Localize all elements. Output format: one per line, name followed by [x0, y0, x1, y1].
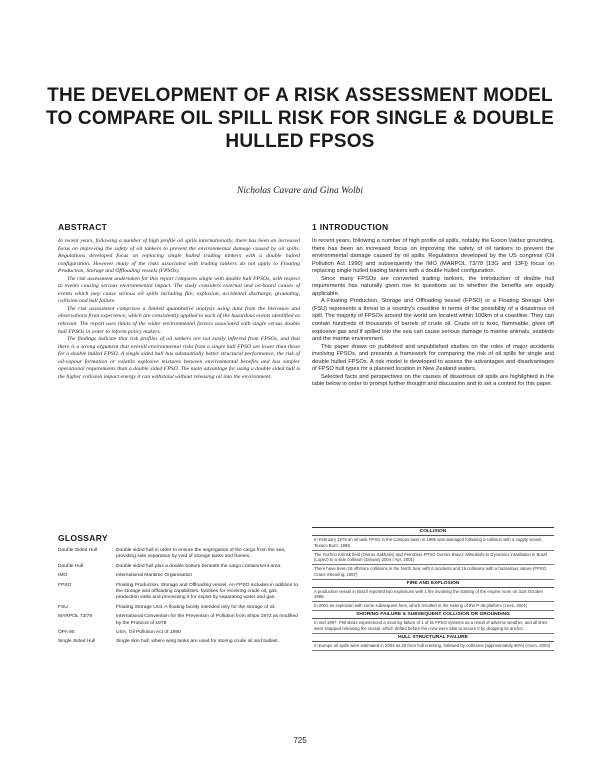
abstract-paragraph: In recent years, following a number of high profile oil spills internationally, there has been an increased focus on improving the safety of oil tankers to prevent the environmental damage caused by oil spills. Regulations developed focus on replacing single hulled trading tankers with a double hulled configuration. However many of the risks associated with trading tankers do not apply to Floating Production, Storage and Offloading vessels (FPSOs). [58, 238, 300, 275]
glossary-item [58, 564, 300, 570]
glossary-item [58, 573, 300, 579]
glossary-definition: USA, Oil Pollution Act of 1990 [116, 630, 181, 636]
incident-table [312, 527, 554, 651]
glossary-term: MARPOL 73/78 [58, 614, 93, 620]
introduction-paragraph: Selected facts and perspectives on the causes of disastrous oil spills are highlighted in the table below in order to prompt further thought and discussion and to set a context for this paper. [312, 373, 554, 388]
glossary-term: IMO [58, 573, 68, 579]
glossary-definition: Floating Production, Storage and Offloading vessel. An FPSO includes in addition to the storage and offloading capabilities, facilities for receiving crude oil, gas, production wells and processing it for export by separating water and gas. [116, 582, 298, 601]
abstract-paragraph: The findings indicate that risk profiles of oil tankers are not easily inferred from FPSOs, and that there is a strong argument that overall environmental risks from a single hull FPSO are lower than those for a double hulled FPSO. A single sided hull has substantially better structural performance, the risk of oil-vapour formation or volatile explosive mixtures between environmental benefits and has simpler operational requirements than a double sided FPSO. The main advantage for using a double sided hull is the higher collision impact energy it can withstand without releasing oil into the environment. [58, 336, 300, 380]
introduction-paragraph: Since many FPSOs are converted trading tankers, the introduction of double hull requirements has naturally given rise to questions as to whether the benefits are equally applicable. [312, 275, 554, 297]
glossary-item [58, 639, 300, 645]
paper-title [40, 84, 560, 153]
introduction-section [312, 222, 554, 389]
authors: Nicholas Cavare and Gina Wolbi [237, 186, 363, 196]
table-section-header: HULL STRUCTURAL FAILURE [312, 634, 554, 642]
abstract-paragraph: The risk assessment comprises a limited quantitative analysis using data from the literature and observations from experience, which are consistently applied to each of the hazardous events identified as relevant. The report uses limits of the wider environmental factors associated with single versus double hull FPSOs in order to inform policy makers. [58, 305, 300, 335]
title-line: HULLED FPSOS [225, 131, 375, 152]
table-section-header: SHORING FAILURE & SUBSEQUENT COLLISION OR GROUNDING [312, 611, 554, 619]
glossary-term: FSU [58, 604, 68, 610]
page-number: 725 [293, 736, 307, 745]
table-row: A production vessel in Brazil reported two explosions with 1 fire involving the starting of the engine room on 31st October 1998. [312, 588, 554, 603]
glossary-term: Single Sided Hull [58, 639, 96, 645]
glossary-item [58, 605, 300, 611]
glossary-term: FPSO [58, 582, 72, 588]
table-row: In Europe oil spills were estimated in 2003 as 20 from hull cracking, followed by collisions (approximately 80%) (Anon, 2004) [312, 642, 554, 651]
title-line: THE DEVELOPMENT OF A RISK ASSESSMENT MODEL [47, 85, 553, 106]
glossary-item [58, 548, 300, 561]
glossary-term: OPA 90 [58, 630, 75, 636]
glossary-list [58, 548, 300, 649]
introduction-paragraph: This paper draws on published and unpublished studies on the roles of major accidents involving FPSOs, and presents a framework for comparing the risk of oil spills for single and double hulled FPSOs. A risk model is developed to assess the advantages and disadvantages of FPSO hull types for a planned location in New Zealand waters. [312, 343, 554, 373]
glossary-term: Double Hull [58, 563, 84, 569]
glossary-definition: Single skin hull, where wing tanks are used for storing crude oil and ballast. [116, 639, 279, 645]
title-line: TO COMPARE OIL SPILL RISK FOR SINGLE & DOUBLE [46, 108, 554, 129]
glossary-item [58, 614, 300, 627]
table-row: In 2001 an explosion with some subsequent fires, which resulted in the sinking of the P-36 platform (Lees, 2001) [312, 602, 554, 611]
abstract-paragraph: The risk assessment undertaken for this report compares single with double hull FPSOs, with respect to events causing serious environmental impact. The study considers external and on-board causes of events which may cause serious oil spills including fire, explosion, accidental discharge, grounding, collision and hull failure. [58, 275, 300, 305]
table-section-header: COLLISION [312, 528, 554, 536]
abstract-heading: ABSTRACT [58, 222, 108, 232]
glossary-definition: Double sided hull in order to ensure the segregation of the cargo from the sea, providing side separation by void of storage tanks and frames. [116, 548, 286, 560]
glossary-definition: International Convention for the Prevention of Pollution from Ships 1973 as modified by the Protocol of 1978 [116, 614, 298, 626]
table-row: In February 1979 an oil tank FPSO in the Campos basin in 1985 was damaged following a collision with a supply vessel, Texaco Burn, 1996. [312, 536, 554, 551]
introduction-heading: 1 INTRODUCTION [312, 222, 389, 232]
table-section-header: FIRE AND EXPLOSION [312, 580, 554, 588]
table-row: The Yuzhno Kirinsk field (Ostrov Sakhalin) and Petrobras FPSO Gomes Bravo: Mitsubishi to Dynamics installation in Brazil (Lopez) to a side collision (January 2004 / Apr. 2001) [312, 551, 554, 566]
glossary-definition: International Maritime Organisation [116, 573, 193, 579]
glossary-definition: Floating Storage Unit. A floating facility intended only for the storage of oil. [116, 604, 276, 610]
abstract-section [58, 222, 300, 381]
table-row: There have been 18 offshore collisions in the North Sea, with 6 incidents and 15 collisions with a hazardous nature (FPSO, Crane Shearing, 1987) [312, 565, 554, 580]
glossary-heading: GLOSSARY [58, 533, 108, 543]
table-row: In mid 1997, Petrobras experienced a mooring failure of 1 of its FPSO systems as a result of adverse weather, and all lines were snapped releasing the vessel, which drifted before the crew were able to secure it by dropping its anchor. [312, 619, 554, 634]
glossary-term: Double Sided Hull [58, 548, 98, 553]
glossary-item [58, 630, 300, 636]
introduction-paragraph: In recent years, following a number of high profile oil spills, notably the Exxon Valdez grounding, there has been an increased focus on improving the safety of oil tankers to prevent the environmental damage caused by oil spills. Regulations developed by the US congress (Oil Pollution Act 1990) and subsequently the IMO (MARPOL 73/78 [13G and 13F]) focus on replacing single hulled trading tankers with a double hulled configuration. [312, 238, 554, 275]
introduction-paragraph: A Floating Production, Storage and Offloading vessel (FPSO) or a Floating Storage Unit (FSU) represents a threat to a country's coastline in terms of the possibility of a disastrous oil spill. The majority of FPSOs around the world are located within 100km of a coastline. They can contain hundreds of thousands of barrels of crude oil. Crude oil is toxic, flammable, gives off explosive gas and if spilled into the sea can cause serious damage to marine animals, seabirds and the marine environment. [312, 298, 554, 343]
glossary-item [58, 583, 300, 602]
glossary-definition: Double sided hull plus a double bottom beneath the cargo containment area. [116, 563, 282, 569]
